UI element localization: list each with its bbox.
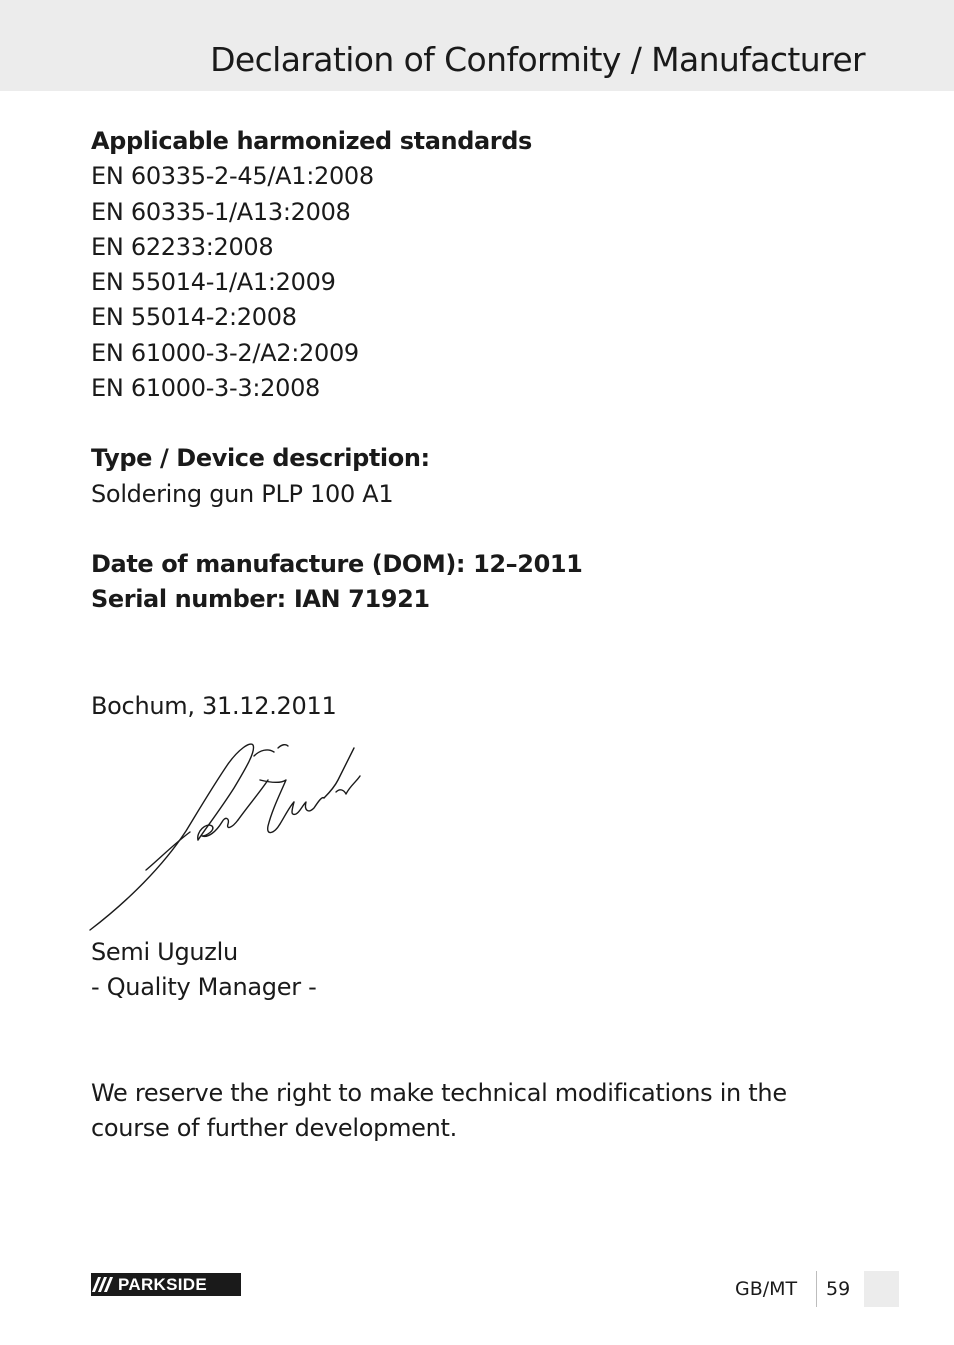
signature-image <box>88 736 378 936</box>
footer-tab-box <box>864 1271 899 1307</box>
parkside-logo <box>91 1273 241 1296</box>
header-band <box>0 0 954 91</box>
standard-item: EN 62233:2008 <box>91 232 274 261</box>
declaration-content <box>91 124 891 724</box>
signatory-name: Semi Uguzlu <box>91 938 238 966</box>
device-heading: Type / Device description: <box>91 444 430 473</box>
footer-divider <box>816 1271 817 1307</box>
signatory-role: - Quality Manager - <box>91 973 317 1002</box>
signatory-block <box>91 935 316 1006</box>
standard-item: EN 61000-3-2/A2:2009 <box>91 338 359 367</box>
standards-heading: Applicable harmonized standards <box>91 127 532 155</box>
place-and-date: Bochum, 31.12.2011 <box>91 691 337 720</box>
standard-item: EN 55014-1/A1:2009 <box>91 268 336 297</box>
page-title: Declaration of Conformity / Manufacturer <box>210 40 865 79</box>
footer-language: GB/MT <box>735 1278 798 1300</box>
standard-item: EN 55014-2:2008 <box>91 303 297 332</box>
serial-number: Serial number: IAN 71921 <box>91 585 430 614</box>
notice-text: We reserve the right to make technical modifications in the course of further development. <box>91 1079 787 1143</box>
standard-item: EN 60335-2-45/A1:2008 <box>91 162 374 191</box>
standard-item: EN 61000-3-3:2008 <box>91 374 321 403</box>
standard-item: EN 60335-1/A13:2008 <box>91 197 351 226</box>
page-number: 59 <box>826 1278 851 1300</box>
device-description: Soldering gun PLP 100 A1 <box>91 479 394 508</box>
logo-text: PARKSIDE <box>118 1274 207 1294</box>
modification-notice <box>91 1076 861 1147</box>
manufacture-date: Date of manufacture (DOM): 12–2011 <box>91 549 583 578</box>
logo-stripes-icon <box>91 1273 113 1296</box>
standards-list <box>91 159 891 406</box>
